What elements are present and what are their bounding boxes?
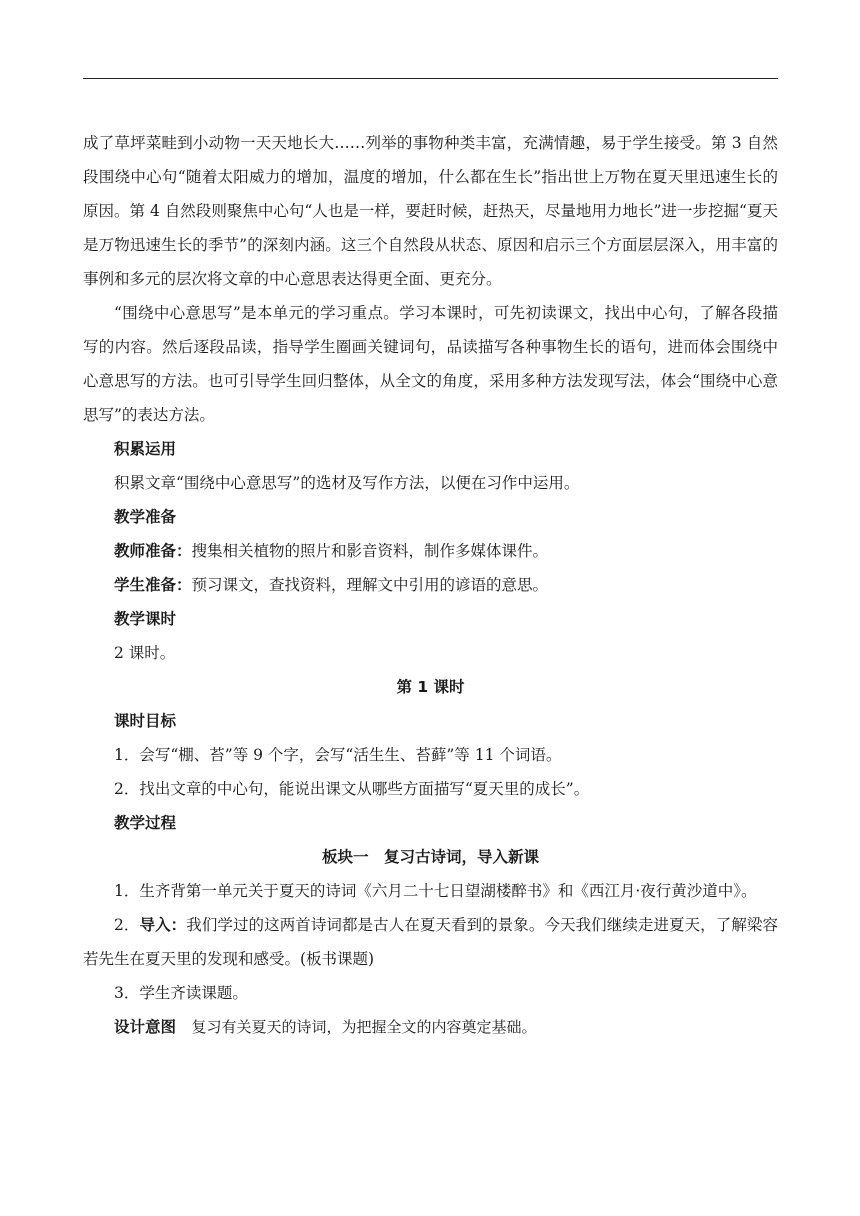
accumulate-heading: 积累运用	[114, 440, 177, 458]
teacher-prep-label: 教师准备：	[114, 542, 192, 560]
design-intent-label: 设计意图	[114, 1018, 177, 1036]
block1-step-2-label: 导入：	[139, 916, 187, 934]
teacher-prep	[83, 534, 778, 568]
prep-heading: 教学准备	[114, 508, 177, 526]
process-heading: 教学过程	[114, 814, 177, 832]
lesson-title: 第 1 课时	[396, 678, 465, 696]
header-rule	[83, 78, 778, 79]
document-body	[83, 126, 778, 1044]
goal-1: 1．会写“棚、苔”等 9 个字，会写“活生生、苔藓”等 11 个词语。	[114, 746, 562, 764]
goal-2: 2．找出文章的中心句，能说出课文从哪些方面描写“夏天里的成长”。	[114, 780, 590, 798]
goals-heading: 课时目标	[114, 712, 177, 730]
student-prep-text: 预习课文，查找资料，理解文中引用的谚语的意思。	[191, 576, 549, 594]
block1-step-1: 1．生齐背第一单元关于夏天的诗词《六月二十七日望湖楼醉书》和《西江月·夜行黄沙道中》。	[114, 882, 757, 900]
block1-title-number: 板块一	[321, 848, 369, 866]
block1-step-2-text: 我们学过的这两首诗词都是古人在夏天看到的景象。今天我们继续走进夏天，了解梁容若先生在夏天里的发现和感受。(板书课题)	[83, 916, 778, 968]
block1-title	[83, 840, 778, 874]
block1-step-3: 3．学生齐读课题。	[114, 984, 248, 1002]
accumulate-text: 积累文章“围绕中心意思写”的选材及写作方法，以便在习作中运用。	[114, 474, 580, 492]
hours-heading: 教学课时	[114, 610, 177, 628]
design-intent-text: 复习有关夏天的诗词，为把握全文的内容奠定基础。	[191, 1018, 537, 1036]
hours-text: 2 课时。	[114, 644, 176, 662]
intro-paragraph-1: 成了草坪菜畦到小动物一天天地长大……列举的事物种类丰富，充满情趣，易于学生接受。第 3 自然段围绕中心句“随着太阳威力的增加，温度的增加，什么都在生长”指出世上万物在夏天里迅速生长的原因。第 4 自然段则聚焦中心句“人也是一样，要赶时候，赶热天，尽量地用力地长”进一步挖掘“夏天是万物迅速生长的季节”的深刻内涵。这三个自然段从状态、原因和启示三个方面层层深入，用丰富的事例和多元的层次将文章的中心意思表达得更全面、更充分。	[83, 134, 778, 288]
teacher-prep-text: 搜集相关植物的照片和影音资料，制作多媒体课件。	[191, 542, 549, 560]
intro-paragraph-2: “围绕中心意思写”是本单元的学习重点。学习本课时，可先初读课文，找出中心句，了解各段描写的内容。然后逐段品读，指导学生圈画关键词句，品读描写各种事物生长的语句，进而体会围绕中心意思写的方法。也可引导学生回归整体，从全文的角度，采用多种方法发现写法，体会“围绕中心意思写”的表达方法。	[83, 304, 778, 424]
student-prep-label: 学生准备：	[114, 576, 192, 594]
block1-step-2-number: 2．	[114, 916, 140, 934]
student-prep	[83, 568, 778, 602]
block1-step-2	[83, 908, 778, 976]
design-intent	[83, 1010, 778, 1044]
block1-title-text: 复习古诗词，导入新课	[384, 848, 540, 866]
